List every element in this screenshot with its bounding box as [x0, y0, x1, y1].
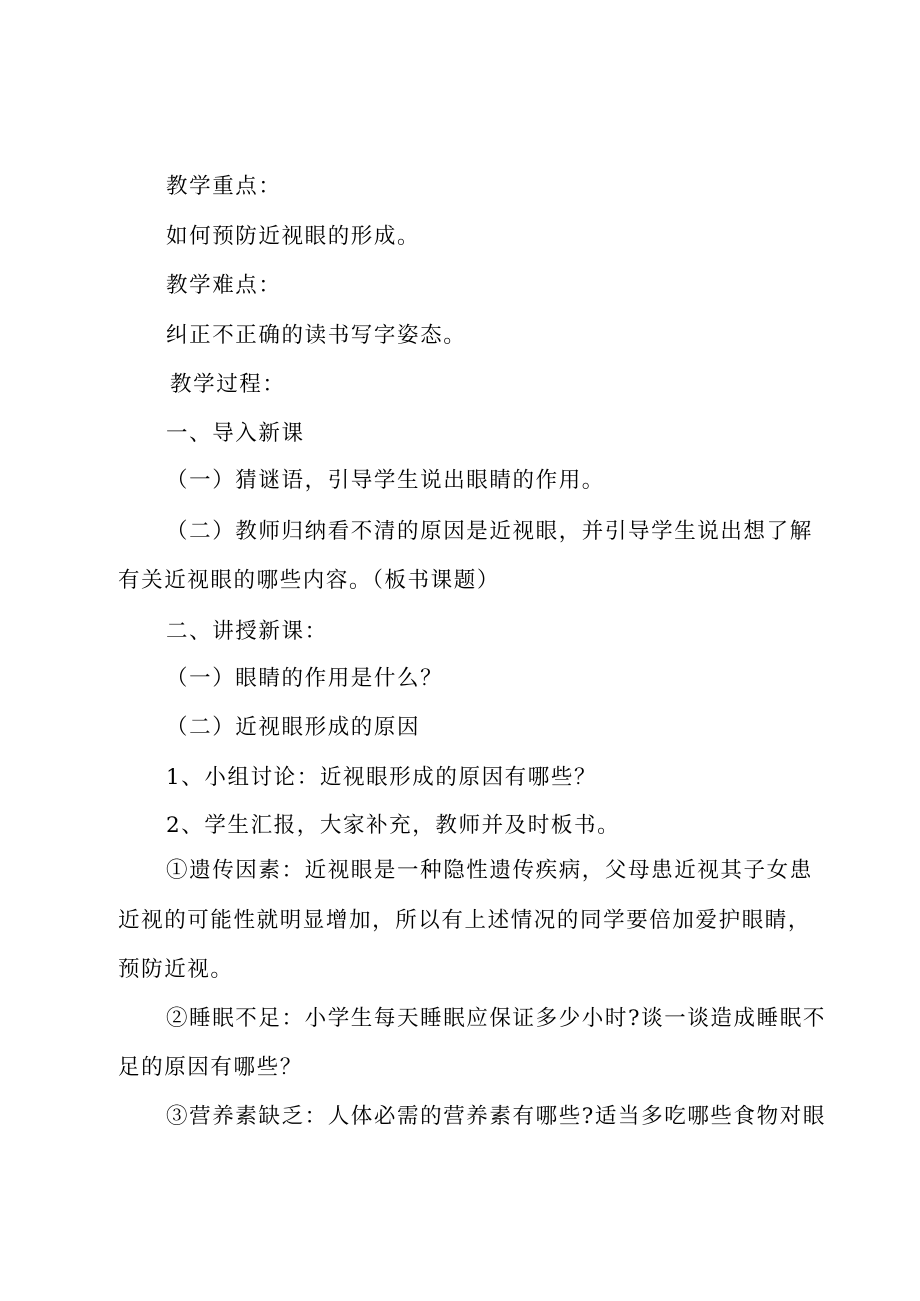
- paragraph-line: 足的原因有哪些？: [118, 1055, 303, 1080]
- paragraph-line: 有关近视眼的哪些内容。（板书课题）: [118, 568, 500, 593]
- heading-teaching-focus: 教学重点：: [166, 174, 282, 199]
- teaching-difficulty-text: 纠正不正确的读书写字姿态。: [166, 323, 467, 348]
- paragraph-line: （一）眼睛的作用是什么？: [166, 666, 444, 691]
- paragraph-line: （二）近视眼形成的原因: [166, 715, 421, 740]
- paragraph-line: 1、小组讨论：近视眼形成的原因有哪些？: [166, 765, 598, 790]
- section-two-heading: 二、讲授新课：: [166, 619, 328, 644]
- heading-teaching-difficulty: 教学难点：: [166, 273, 282, 298]
- paragraph-line: （一）猜谜语，引导学生说出眼睛的作用。: [166, 468, 605, 493]
- paragraph-line: ①遗传因素：近视眼是一种隐性遗传疾病，父母患近视其子女患: [166, 858, 813, 883]
- paragraph-line: 2、学生汇报，大家补充，教师并及时板书。: [166, 813, 621, 838]
- paragraph-line: （二）教师归纳看不清的原因是近视眼，并引导学生说出想了解: [166, 519, 813, 544]
- heading-teaching-process: 教学过程：: [170, 372, 286, 397]
- teaching-focus-text: 如何预防近视眼的形成。: [166, 224, 421, 249]
- section-one-heading: 一、导入新课: [166, 421, 305, 446]
- paragraph-line: 预防近视。: [118, 957, 234, 982]
- paragraph-line: ②睡眠不足：小学生每天睡眠应保证多少小时?谈一谈造成睡眠不: [166, 1006, 826, 1031]
- paragraph-line: 近视的可能性就明显增加，所以有上述情况的同学要倍加爱护眼睛，: [118, 908, 812, 933]
- paragraph-line: ③营养素缺乏：人体必需的营养素有哪些?适当多吃哪些食物对眼: [166, 1104, 826, 1129]
